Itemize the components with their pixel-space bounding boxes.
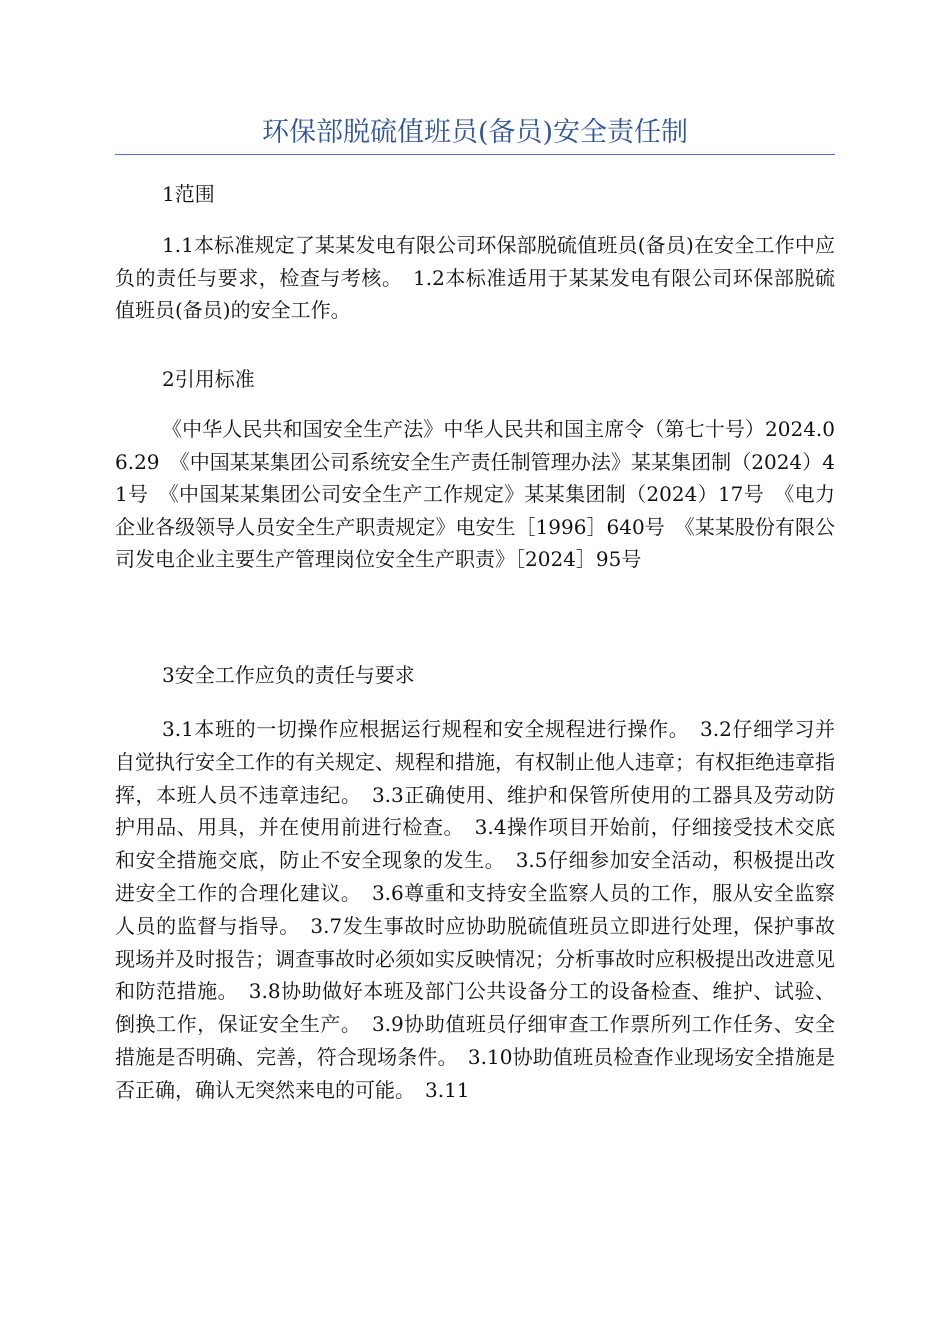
document-title: 环保部脱硫值班员(备员)安全责任制 (261, 117, 689, 148)
title-underline (115, 154, 835, 155)
section-paragraph-scope: 1.1本标准规定了某某发电有限公司环保部脱硫值班员(备员)在安全工作中应负的责任与要求，检查与考核。 1.2本标准适用于某某发电有限公司环保部脱硫值班员(备员)的安全工作。 (115, 233, 835, 322)
section-heading-references: 2引用标准 (162, 367, 255, 391)
section-heading-responsibilities: 3安全工作应负的责任与要求 (162, 663, 415, 687)
section-paragraph-references: 《中华人民共和国安全生产法》中华人民共和国主席令（第七十号）2024.06.29 《中国某某集团公司系统安全生产责任制管理办法》某某集团制（2024）41号 《中国某某集团公司安全生产工作规定》某某集团制（2024）17号 《电力企业各级领导人员安全生产职责规定》电安生［1996］640号 《某某股份有限公司发电企业主要生产管理岗位安全生产职责》［2024］95号 (115, 417, 835, 571)
section-heading-scope: 1范围 (162, 182, 215, 206)
section-paragraph-responsibilities: 3.1本班的一切操作应根据运行规程和安全规程进行操作。 3.2仔细学习并自觉执行安全工作的有关规定、规程和措施，有权制止他人违章；有权拒绝违章指挥，本班人员不违章违纪。 3.3正确使用、维护和保管所使用的工器具及劳动防护用品、用具，并在使用前进行检查。 3.4操作项目开始前，仔细接受技术交底和安全措施交底，防止不安全现象的发生。 3.5仔细参加安全活动，积极提出改进安全工作的合理化建议。 3.6尊重和支持安全监察人员的工作，服从安全监察人员的监督与指导。 3.7发生事故时应协助脱硫值班员立即进行处理，保护事故现场并及时报告；调查事故时必须如实反映情况；分析事故时应积极提出改进意见和防范措施。 3.8协助做好本班及部门公共设备分工的设备检查、维护、试验、倒换工作，保证安全生产。 3.9协助值班员仔细审查工作票所列工作任务、安全措施是否明确、完善，符合现场条件。 3.10协助值班员检查作业现场安全措施是否正确，确认无突然来电的可能。 3.11 (115, 717, 835, 1102)
